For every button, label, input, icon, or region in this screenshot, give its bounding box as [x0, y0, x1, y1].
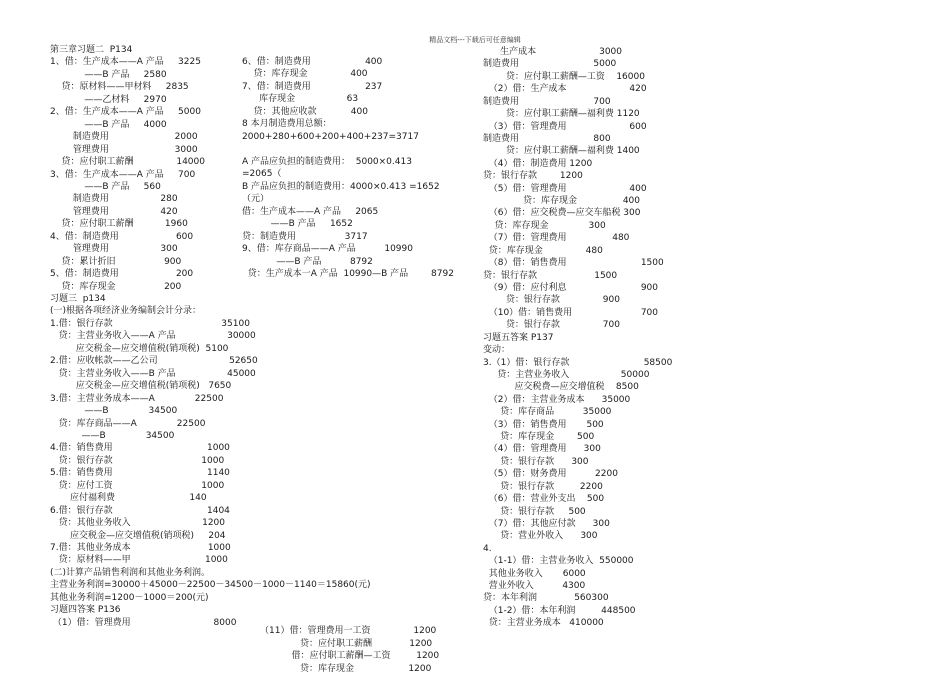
- text-line: 2、借：生产成本——A 产品 5000: [50, 107, 201, 118]
- text-line: 贷：原材料——甲 1000: [50, 555, 228, 566]
- text-line: 借：应付职工薪酬—工资 1200: [260, 651, 440, 661]
- text-line: ——B 34500: [50, 430, 175, 441]
- text-line: 9、借：库存商品——A 产品 10990: [242, 244, 413, 255]
- text-line: 贷：其他应收款 400: [242, 106, 368, 117]
- text-line: 贷：库存现金 500: [483, 432, 595, 443]
- text-line: ——B 产品 1652: [242, 219, 353, 230]
- text-line: 7.借：其他业务成本 1000: [50, 543, 231, 553]
- text-line: （8）借：销售费用 1500: [483, 258, 664, 269]
- text-line: 5、借：制造费用 200: [50, 269, 194, 280]
- text-line: 制造费用 800: [483, 133, 611, 144]
- text-line: 贷：应付职工薪酬 1960: [50, 219, 188, 230]
- text-line: (二)计算产品销售利润和其他业务利润。: [50, 567, 211, 578]
- text-line: 其他业务利润=1200－1000＝200(元): [50, 592, 209, 603]
- text-line: (一)根据各项经济业务编制会计分录：: [50, 306, 202, 317]
- text-line: 1、借：生产成本——A 产品 3225: [50, 57, 201, 68]
- text-line: 贷：银行存款 1200: [483, 171, 583, 182]
- text-line: 6、借：制造费用 400: [242, 57, 383, 67]
- text-line: 习题四答案 P136: [50, 605, 121, 616]
- text-line: 主营业务利润=30000＋45000－22500－34500－1000－1140＝15860(元): [50, 580, 371, 591]
- text-line: 贷：应付职工薪酬 1200: [260, 638, 433, 649]
- text-line: 3、借：生产成本——A 产品 700: [50, 169, 196, 180]
- text-line: （3）借：销售费用 500: [483, 419, 604, 430]
- text-line: 5.借：销售费用 1140: [50, 468, 230, 479]
- text-line: 3.借：主营业务成本——A 22500: [50, 393, 224, 404]
- text-line: 贷：应付职工薪酬—福利费 1120: [483, 109, 640, 120]
- text-line: （1）借：管理费用 8000: [50, 617, 237, 628]
- text-line: （5）借：财务费用 2200: [483, 469, 618, 480]
- text-line: 习题五答案 P137: [483, 332, 554, 343]
- text-line: （5）借：管理费用 400: [483, 183, 647, 194]
- text-line: （6）借：应交税费—应交车船税 300: [483, 208, 641, 219]
- text-line: 贷：应付工资 1000: [50, 480, 225, 491]
- text-line: 贷：主营业务收入——A 产品 30000: [50, 331, 256, 342]
- text-line: 贷：本年利润 560300: [483, 593, 609, 604]
- text-line: 借：生产成本——A 产品 2065: [242, 206, 379, 217]
- text-line: 库存现金 63: [242, 94, 359, 105]
- text-line: B 产品应负担的制造费用：4000×0.413 =1652: [242, 181, 440, 192]
- text-line: （4）借：制造费用 1200: [483, 158, 593, 169]
- page-header: 精品文档---下载后可任意编辑: [429, 36, 521, 44]
- text-line: =2065（: [242, 169, 282, 180]
- text-line: 2000+280+600+200+400+237=3717: [242, 131, 419, 142]
- text-line: 贷：库存现金 480: [483, 245, 603, 256]
- text-line: ——B 产品 560: [50, 181, 161, 192]
- text-line: （7）借：其他应付款 300: [483, 518, 610, 529]
- text-line: （4）借：管理费用 300: [483, 444, 601, 455]
- text-line: （1-2）借：本年利润 448500: [483, 605, 636, 616]
- text-line: 贷：库存商品——A 22500: [50, 418, 206, 429]
- text-line: （1-1）借：主营业务收入 550000: [483, 556, 634, 567]
- text-line: （2）借：生产成本 420: [483, 84, 647, 95]
- text-line: 贷：银行存款 900: [483, 295, 620, 306]
- text-line: （6）借：营业外支出 500: [483, 494, 605, 505]
- text-line: 4.借：销售费用 1000: [50, 443, 230, 454]
- text-line: 贷：银行存款 2200: [483, 481, 603, 492]
- text-line: 贷：应付职工薪酬—福利费 1400: [483, 146, 640, 157]
- text-line: 贷：银行存款 700: [483, 320, 620, 331]
- text-line: 贷：银行存款 1500: [483, 270, 618, 281]
- text-line: （11）借：管理费用一工资 1200: [260, 626, 437, 636]
- text-line: 其他业务收入 6000: [483, 568, 586, 579]
- text-line: 制造费用 700: [483, 96, 611, 107]
- text-line: 贷：生产成本一A 产品 10990—B 产品 8792: [242, 269, 454, 280]
- text-line: 贷：原材料——甲材料 2835: [50, 82, 189, 93]
- text-line: 贷：银行存款 500: [483, 506, 586, 517]
- text-line: 贷：银行存款 1000: [50, 455, 225, 466]
- text-line: 管理费用 300: [50, 244, 178, 255]
- text-line: ——B 产品 8792: [242, 256, 373, 267]
- text-line: 贷：库存现金 300: [483, 220, 606, 231]
- text-line: 7、借：制造费用 237: [242, 81, 383, 92]
- text-line: 贷：应付职工薪酬 14000: [50, 157, 205, 168]
- text-line: ——B 产品 2580: [50, 69, 167, 80]
- text-line: 贷：主营业务收入 50000: [483, 369, 650, 380]
- text-line: 贷：库存现金 400: [242, 69, 368, 80]
- text-line: 2.借：应收帐款——乙公司 52650: [50, 356, 258, 367]
- text-line: 贷：其他业务收入 1200: [50, 518, 226, 529]
- text-line: （9）借：应付利息 900: [483, 282, 659, 293]
- text-line: 应交税金—应交增值税(销项税) 204: [50, 530, 226, 541]
- text-line: （元）: [242, 194, 270, 205]
- text-line: 贷：营业外收入 300: [483, 531, 598, 542]
- text-line: 贷：累计折旧 900: [50, 256, 182, 267]
- text-line: 应交税金—应交增值税(销项税) 5100: [50, 343, 229, 354]
- text-line: （3）借：管理费用 600: [483, 121, 647, 132]
- text-line: 习题三 p134: [50, 294, 106, 304]
- text-line: 贷：库存商品 35000: [483, 407, 612, 418]
- text-line: 8 本月制造费用总额：: [242, 119, 332, 130]
- text-line: 生产成本 3000: [483, 47, 623, 57]
- text-line: 管理费用 420: [50, 206, 178, 217]
- text-line: 营业外收入 4300: [483, 581, 586, 592]
- text-line: 6.借：银行存款 1404: [50, 505, 230, 516]
- text-line: （10）借：销售费用 700: [483, 307, 659, 318]
- text-line: 制造费用 5000: [483, 59, 617, 70]
- text-line: ——B 34500: [50, 406, 178, 417]
- text-line: 第三章习题二 P134: [50, 45, 133, 55]
- text-line: 4.: [483, 543, 492, 554]
- text-line: （7）借：管理费用 480: [483, 233, 630, 244]
- text-line: 贷：库存现金 1200: [260, 663, 432, 674]
- text-line: 1.借：银行存款 35100: [50, 318, 250, 329]
- text-line: 贷：银行存款 300: [483, 456, 589, 467]
- text-line: 制造费用 280: [50, 194, 178, 205]
- text-line: ——乙材料 2970: [50, 94, 167, 105]
- text-line: ——B 产品 4000: [50, 119, 167, 130]
- text-line: 制造费用 2000: [50, 132, 198, 143]
- text-line: A 产品应负担的制造费用： 5000×0.413: [242, 156, 412, 167]
- text-line: 贷：制造费用 3717: [242, 231, 368, 242]
- text-line: 3.（1）借：银行存款 58500: [483, 357, 673, 368]
- text-line: 应交税金—应交增值税(销项税) 7650: [50, 381, 232, 392]
- text-line: 贷：主营业务成本 410000: [483, 618, 604, 629]
- text-line: 变动：: [483, 345, 511, 356]
- text-line: 贷：库存现金 200: [50, 281, 182, 292]
- text-line: 管理费用 3000: [50, 144, 198, 155]
- text-line: 应付福利费 140: [50, 493, 207, 504]
- text-line: 贷：主营业务收入——B 产品 45000: [50, 368, 256, 379]
- text-line: 贷：库存现金 400: [483, 196, 641, 207]
- text-line: 贷：应付职工薪酬—工资 16000: [483, 71, 645, 82]
- text-line: 4、借：制造费用 600: [50, 231, 194, 242]
- text-line: （2）借：主营业务成本 35000: [483, 394, 631, 405]
- text-line: 应交税费—应交增值税 8500: [483, 382, 639, 393]
